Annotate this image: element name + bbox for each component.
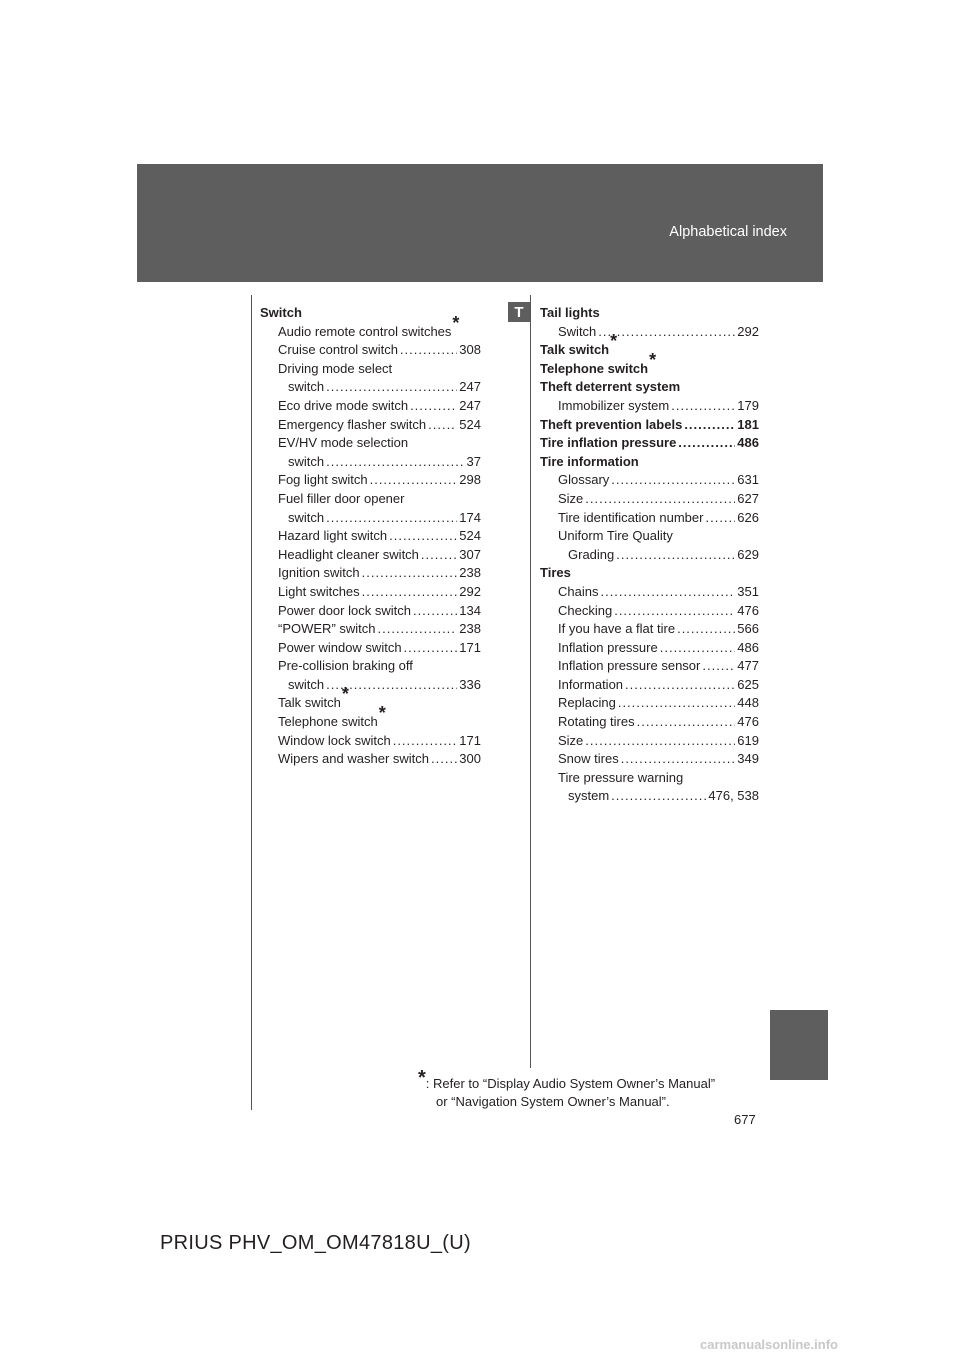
- index-term: Pre-collision braking off: [278, 658, 413, 674]
- dot-leader: [702, 657, 735, 676]
- page-reference: 631: [737, 472, 759, 488]
- index-term: Tires: [540, 565, 571, 581]
- index-entry: [540, 349, 759, 379]
- index-entry: [260, 341, 481, 360]
- page-reference: 351: [737, 583, 759, 599]
- index-term: Tire inflation pressure: [540, 435, 677, 451]
- index-entry: [540, 639, 759, 658]
- index-entry: [540, 323, 759, 342]
- page-reference: 174: [459, 509, 481, 525]
- index-term: Audio remote control switches*: [278, 312, 460, 339]
- page-reference: 349: [737, 751, 759, 767]
- dot-leader: [611, 787, 706, 806]
- page-reference: 336: [459, 676, 481, 692]
- index-term: Ignition switch: [278, 565, 360, 581]
- index-term: Light switches: [278, 583, 360, 599]
- index-term: switch: [288, 509, 325, 525]
- dot-leader: [678, 434, 735, 453]
- index-term: Talk switch*: [540, 331, 618, 358]
- letter-tab: T: [508, 302, 530, 322]
- page-reference: 625: [737, 676, 759, 692]
- index-column-right: [540, 304, 759, 806]
- index-term: Power door lock switch: [278, 602, 411, 618]
- index-term: switch: [288, 676, 325, 692]
- page-reference: 307: [459, 546, 481, 562]
- footnote-star-icon: *: [610, 331, 618, 352]
- left-rule: [251, 295, 252, 1110]
- dot-leader: [326, 509, 457, 528]
- page-reference: 181: [737, 416, 759, 432]
- dot-leader: [598, 323, 735, 342]
- index-term: If you have a flat tire: [558, 621, 676, 637]
- page-reference: 476: [737, 714, 759, 730]
- dot-leader: [404, 639, 458, 658]
- page-reference: 238: [459, 621, 481, 637]
- footnote-line-2: or “Navigation System Owner’s Manual”.: [436, 1094, 670, 1109]
- index-term: Headlight cleaner switch: [278, 546, 419, 562]
- index-entry: [260, 378, 481, 397]
- index-term: switch: [288, 453, 325, 469]
- index-term: Rotating tires: [558, 714, 635, 730]
- index-entry: [540, 434, 759, 453]
- index-entry: [260, 583, 481, 602]
- index-term: Snow tires: [558, 751, 619, 767]
- index-term: Replacing: [558, 695, 616, 711]
- dot-leader: [362, 583, 458, 602]
- index-entry: [260, 471, 481, 490]
- index-term: Telephone switch*: [540, 349, 657, 376]
- index-term: switch: [288, 379, 325, 395]
- index-entry: [260, 397, 481, 416]
- index-entry: [260, 453, 481, 472]
- index-entry: [260, 434, 481, 453]
- index-term: Glossary: [558, 472, 610, 488]
- index-term: Emergency flasher switch: [278, 416, 427, 432]
- dot-leader: [400, 341, 457, 360]
- index-entry: [540, 527, 759, 546]
- dot-leader: [671, 397, 735, 416]
- index-column-left: [260, 304, 481, 769]
- index-entry: [540, 397, 759, 416]
- index-term: Grading: [568, 546, 615, 562]
- page-reference: 477: [737, 658, 759, 674]
- index-entry: [540, 304, 759, 323]
- index-entry: [260, 312, 481, 342]
- index-entry: [540, 546, 759, 565]
- dot-leader: [585, 490, 735, 509]
- index-term: Power window switch: [278, 639, 402, 655]
- index-term: Switch: [558, 323, 597, 339]
- index-entry: [260, 602, 481, 621]
- index-entry: [260, 732, 481, 751]
- chapter-tab: [770, 1010, 828, 1080]
- page-reference: 171: [459, 732, 481, 748]
- index-entry: [260, 360, 481, 379]
- index-term: Chains: [558, 583, 599, 599]
- dot-leader: [421, 546, 457, 565]
- dot-leader: [660, 639, 736, 658]
- index-term: Uniform Tire Quality: [558, 528, 673, 544]
- index-entry: [540, 378, 759, 397]
- dot-leader: [621, 750, 736, 769]
- dot-leader: [600, 583, 735, 602]
- dot-leader: [705, 509, 735, 528]
- page-reference: 308: [459, 342, 481, 358]
- dot-leader: [362, 564, 458, 583]
- page-number: 677: [734, 1112, 756, 1127]
- index-entry: [540, 657, 759, 676]
- page-reference: 448: [737, 695, 759, 711]
- dot-leader: [393, 732, 458, 751]
- index-entry: [540, 416, 759, 435]
- index-term: Inflation pressure sensor: [558, 658, 701, 674]
- dot-leader: [428, 416, 457, 435]
- index-term: Size: [558, 732, 584, 748]
- index-term: Checking: [558, 602, 613, 618]
- page-reference: 238: [459, 565, 481, 581]
- footnote-star-icon: *: [649, 349, 657, 370]
- footnote-star-icon: *: [341, 684, 349, 705]
- watermark: carmanualsonline.info: [700, 1337, 838, 1352]
- index-term: EV/HV mode selection: [278, 435, 409, 451]
- index-term: Telephone switch*: [278, 703, 386, 730]
- index-term: Hazard light switch: [278, 528, 388, 544]
- dot-leader: [378, 620, 458, 639]
- index-entry: [540, 471, 759, 490]
- index-term: Tire information: [540, 453, 639, 469]
- dot-leader: [413, 602, 457, 621]
- page-reference: 300: [459, 751, 481, 767]
- index-entry: [260, 527, 481, 546]
- index-term: Theft deterrent system: [540, 379, 681, 395]
- page-reference: 292: [459, 583, 481, 599]
- index-entry: [540, 676, 759, 695]
- page-reference: 627: [737, 490, 759, 506]
- index-term: Inflation pressure: [558, 639, 658, 655]
- index-term: Cruise control switch: [278, 342, 398, 358]
- dot-leader: [684, 416, 735, 435]
- index-entry: [260, 564, 481, 583]
- index-entry: [540, 769, 759, 788]
- index-term: Window lock switch: [278, 732, 391, 748]
- index-term: Immobilizer system: [558, 397, 670, 413]
- page-reference: 247: [459, 379, 481, 395]
- index-entry: [260, 750, 481, 769]
- page-reference: 247: [459, 397, 481, 413]
- index-entry: [540, 694, 759, 713]
- index-entry: [260, 509, 481, 528]
- index-entry: [260, 676, 481, 695]
- dot-leader: [585, 732, 735, 751]
- index-entry: [540, 732, 759, 751]
- dot-leader: [410, 397, 457, 416]
- index-entry: [540, 620, 759, 639]
- page-reference: 486: [737, 435, 759, 451]
- index-term: Tire pressure warning: [558, 769, 684, 785]
- index-entry: [260, 639, 481, 658]
- page-reference: 37: [466, 453, 481, 469]
- index-term: Fog light switch: [278, 472, 368, 488]
- footnote-marker: *: [418, 1067, 426, 1089]
- index-entry: [540, 602, 759, 621]
- index-term: Eco drive mode switch: [278, 397, 409, 413]
- dot-leader: [611, 471, 735, 490]
- footnote-line-1: : Refer to “Display Audio System Owner’s Manual”: [425, 1076, 716, 1091]
- index-entry: [260, 703, 481, 732]
- dot-leader: [616, 546, 735, 565]
- index-entry: [540, 564, 759, 583]
- index-term: Size: [558, 490, 584, 506]
- page-reference: 171: [459, 639, 481, 655]
- index-term: Driving mode select: [278, 360, 393, 376]
- dot-leader: [637, 713, 736, 732]
- document-id: PRIUS PHV_OM_OM47818U_(U): [160, 1232, 471, 1254]
- index-entry: [540, 713, 759, 732]
- index-term: Information: [558, 676, 624, 692]
- index-term: Fuel filler door opener: [278, 490, 405, 506]
- index-entry: [540, 509, 759, 528]
- index-term: “POWER” switch: [278, 621, 376, 637]
- page-reference: 629: [737, 546, 759, 562]
- footnote-star-icon: *: [452, 312, 460, 333]
- index-entry: [540, 750, 759, 769]
- index-entry: [540, 453, 759, 472]
- page-reference: 476, 538: [708, 788, 759, 804]
- index-entry: [540, 787, 759, 806]
- index-term: Theft prevention labels: [540, 416, 683, 432]
- index-term: Wipers and washer switch: [278, 751, 429, 767]
- dot-leader: [618, 694, 735, 713]
- page-reference: 524: [459, 416, 481, 432]
- index-entry: [540, 490, 759, 509]
- page-reference: 292: [737, 323, 759, 339]
- index-entry: [260, 546, 481, 565]
- dot-leader: [677, 620, 735, 639]
- dot-leader: [614, 602, 735, 621]
- index-entry: [260, 657, 481, 676]
- section-title: Alphabetical index: [669, 224, 787, 240]
- dot-leader: [389, 527, 457, 546]
- index-entry: [260, 304, 481, 323]
- footnote: [418, 1067, 716, 1111]
- page-reference: 179: [737, 397, 759, 413]
- index-term: Switch: [260, 305, 302, 320]
- index-term: Tail lights: [540, 305, 600, 320]
- index-entry: [260, 490, 481, 509]
- footnote-star-icon: *: [378, 703, 386, 724]
- page-reference: 476: [737, 602, 759, 618]
- index-entry: [260, 416, 481, 435]
- center-rule: [530, 295, 531, 1068]
- page-reference: 134: [459, 602, 481, 618]
- dot-leader: [431, 750, 457, 769]
- dot-leader: [326, 453, 464, 472]
- index-term: Tire identification number: [558, 509, 704, 525]
- index-entry: [540, 583, 759, 602]
- index-entry: [260, 620, 481, 639]
- page-reference: 298: [459, 472, 481, 488]
- page-reference: 566: [737, 621, 759, 637]
- page-reference: 524: [459, 528, 481, 544]
- index-term: system: [568, 788, 610, 804]
- index-term: Talk switch*: [278, 684, 349, 711]
- header-band: [137, 164, 823, 282]
- page-reference: 619: [737, 732, 759, 748]
- dot-leader: [625, 676, 735, 695]
- dot-leader: [370, 471, 458, 490]
- dot-leader: [326, 378, 457, 397]
- page-reference: 486: [737, 639, 759, 655]
- page-reference: 626: [737, 509, 759, 525]
